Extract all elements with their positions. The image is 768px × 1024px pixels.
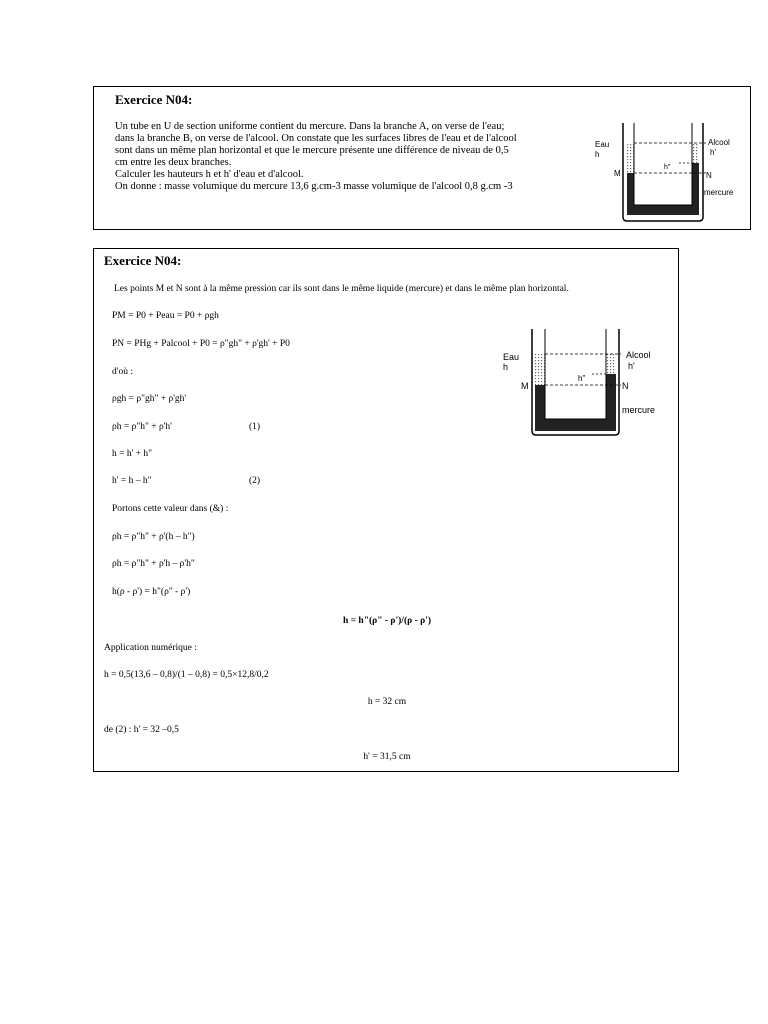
equation-pm: PM = P0 + Peau = P0 + ρgh bbox=[112, 311, 219, 321]
equation-rhogh: ρgh = ρ"gh" + ρ'gh' bbox=[112, 394, 187, 404]
solution-title: Exercice N04: bbox=[104, 253, 182, 268]
solution-intro: Les points M et N sont à la même pression car ils sont dans le même liquide (mercure) et dans le même plan horizontal. bbox=[114, 284, 569, 294]
statement-line: On donne : masse volumique du mercure 13,6 g.cm-3 masse volumique de l'alcool 0,8 g.cm -3 bbox=[115, 181, 513, 192]
equation-sub1: ρh = ρ"h" + ρ'(h – h") bbox=[112, 532, 195, 542]
solution-box bbox=[93, 248, 679, 772]
text-dou: d'où : bbox=[112, 367, 133, 377]
label-h-double: h" bbox=[664, 164, 671, 171]
statement-line: Calculer les hauteurs h et h' d'eau et d'alcool. bbox=[115, 169, 304, 180]
label-m: M bbox=[521, 381, 529, 391]
label-mercure: mercure bbox=[622, 405, 656, 415]
label-eau: Eau bbox=[595, 140, 610, 149]
equation-h: h = h' + h" bbox=[112, 449, 153, 459]
statement-line: dans la branche B, on verse de l'alcool. On constate que les surfaces libres de l'eau et de l'alcool bbox=[115, 133, 517, 144]
exercise-statement bbox=[115, 121, 585, 193]
u-tube-figure-large bbox=[499, 327, 669, 437]
label-h-prime: h' bbox=[710, 148, 716, 157]
label-mercure: mercure bbox=[704, 188, 734, 197]
label-m: M bbox=[614, 169, 621, 178]
label-n: N bbox=[706, 171, 712, 180]
label-alcool: Alcool bbox=[708, 138, 730, 147]
statement-line: sont dans un même plan horizontal et que le mercure présente une différence de niveau de 0,5 bbox=[115, 145, 509, 156]
text-portons: Portons cette valeur dans (&) : bbox=[112, 504, 229, 514]
statement-line: cm entre les deux branches. bbox=[115, 157, 232, 168]
label-h-prime: h' bbox=[628, 361, 635, 371]
equation-2-tag: (2) bbox=[249, 476, 261, 486]
equation-1-tag: (1) bbox=[249, 422, 261, 432]
equation-numeric: h = 0,5(13,6 – 0,8)/(1 – 0,8) = 0,5×12,8/0,2 bbox=[104, 670, 269, 680]
result-hp-value: h' = 31,5 cm bbox=[363, 752, 411, 762]
equation-sub2: ρh = ρ"h" + ρ'h – ρ'h" bbox=[112, 559, 195, 569]
equation-de2: de (2) : h' = 32 –0,5 bbox=[104, 725, 179, 735]
equation-2: h' = h – h" bbox=[112, 476, 152, 486]
equation-factor: h(ρ - ρ') = h"(ρ" - ρ') bbox=[112, 587, 191, 597]
equation-result-h: h = h"(ρ" - ρ')/(ρ - ρ') bbox=[342, 616, 431, 626]
label-n: N bbox=[622, 381, 629, 391]
label-alcool: Alcool bbox=[626, 350, 651, 360]
exercise-statement-box bbox=[93, 86, 751, 230]
result-h-value: h = 32 cm bbox=[367, 697, 407, 707]
label-h: h bbox=[595, 150, 600, 159]
exercise-title: Exercice N04: bbox=[115, 92, 193, 107]
statement-line: Un tube en U de section uniforme contient du mercure. Dans la branche A, on verse de l'eau; bbox=[115, 121, 505, 132]
u-tube-figure-small bbox=[594, 117, 750, 223]
text-application: Application numérique : bbox=[104, 643, 197, 653]
label-eau: Eau bbox=[503, 352, 520, 362]
equation-1: ρh = ρ"h" + ρ'h' bbox=[112, 422, 172, 432]
equation-pn: PN = PHg + Palcool + P0 = ρ"gh" + ρ'gh' + P0 bbox=[112, 339, 290, 349]
label-h: h bbox=[503, 362, 509, 372]
label-h-double: h" bbox=[578, 374, 586, 383]
